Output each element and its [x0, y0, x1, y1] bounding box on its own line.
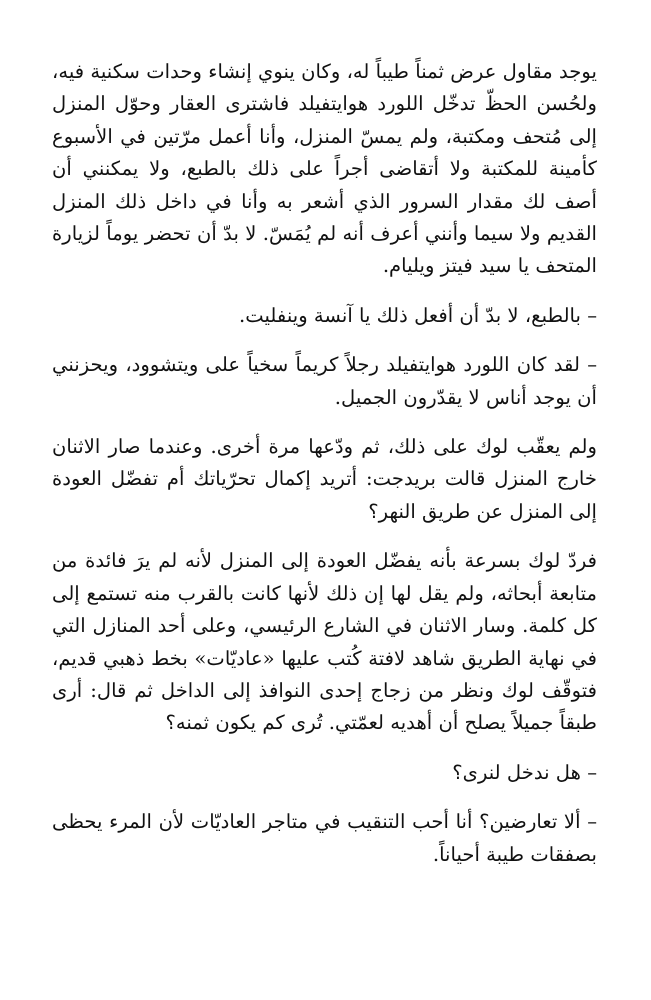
- paragraph: ولم يعقّب لوك على ذلك، ثم ودّعها مرة أخرى. وعندما صار الاثنان خارج المنزل قالت بريدجت: أتريد إكمال تحرّياتك أم تفضّل العودة إلى المنزل عن طريق النهر؟: [52, 435, 597, 523]
- dialogue-line: – لقد كان اللورد هوايتفيلد رجلاً كريماً سخياً على ويتشوود، ويحزنني أن يوجد أناس لا يقدّرون الجميل.: [52, 353, 597, 409]
- paragraph: فردّ لوك بسرعة بأنه يفضّل العودة إلى المنزل لأنه لم يرَ فائدة من متابعة أبحاثه، ولم يقل لها إن ذلك لأنها كانت بالقرب منه تستمع إلى كل كلمة. وسار الاثنان في الشارع الرئيسي، وعلى أحد المنازل التي في نهاية الطريق شاهد لافتة كُتب عليها «عاديّات» بخط ذهبي قديم، فتوقّف لوك ونظر من زجاج إحدى النوافذ إلى الداخل ثم قال: أرى طبقاً جميلاً يصلح أن أهديه لعمّتي. تُرى كم يكون ثمنه؟: [52, 549, 597, 735]
- dialogue-line: – ألا تعارضين؟ أنا أحب التنقيب في متاجر العاديّات لأن المرء يحظى بصفقات طيبة أحياناً.: [52, 810, 597, 866]
- dialogue-line: – هل ندخل لنرى؟: [452, 760, 597, 784]
- paragraph: يوجد مقاول عرض ثمناً طيباً له، وكان ينوي إنشاء وحدات سكنية فيه، ولحُسن الحظّ تدخّل اللورد هوايتفيلد فاشترى العقار وحوّل المنزل إلى مُتحف ومكتبة، ولم يمسّ المنزل، وأنا أعمل مرّتين في الأسبوع كأمينة للمكتبة ولا أتقاضى أجراً على ذلك بالطبع، ولا يمكنني أن أصف لك مقدار السرور الذي أشعر به وأنا في داخل ذلك المنزل القديم ولا سيما وأنني أعرف أنه لم يُمَسّ. لا بدّ أن تحضر يوماً لزيارة المتحف يا سيد فيتز ويليام.: [52, 60, 597, 278]
- dialogue-line: – بالطبع، لا بدّ أن أفعل ذلك يا آنسة وينفليت.: [239, 303, 597, 327]
